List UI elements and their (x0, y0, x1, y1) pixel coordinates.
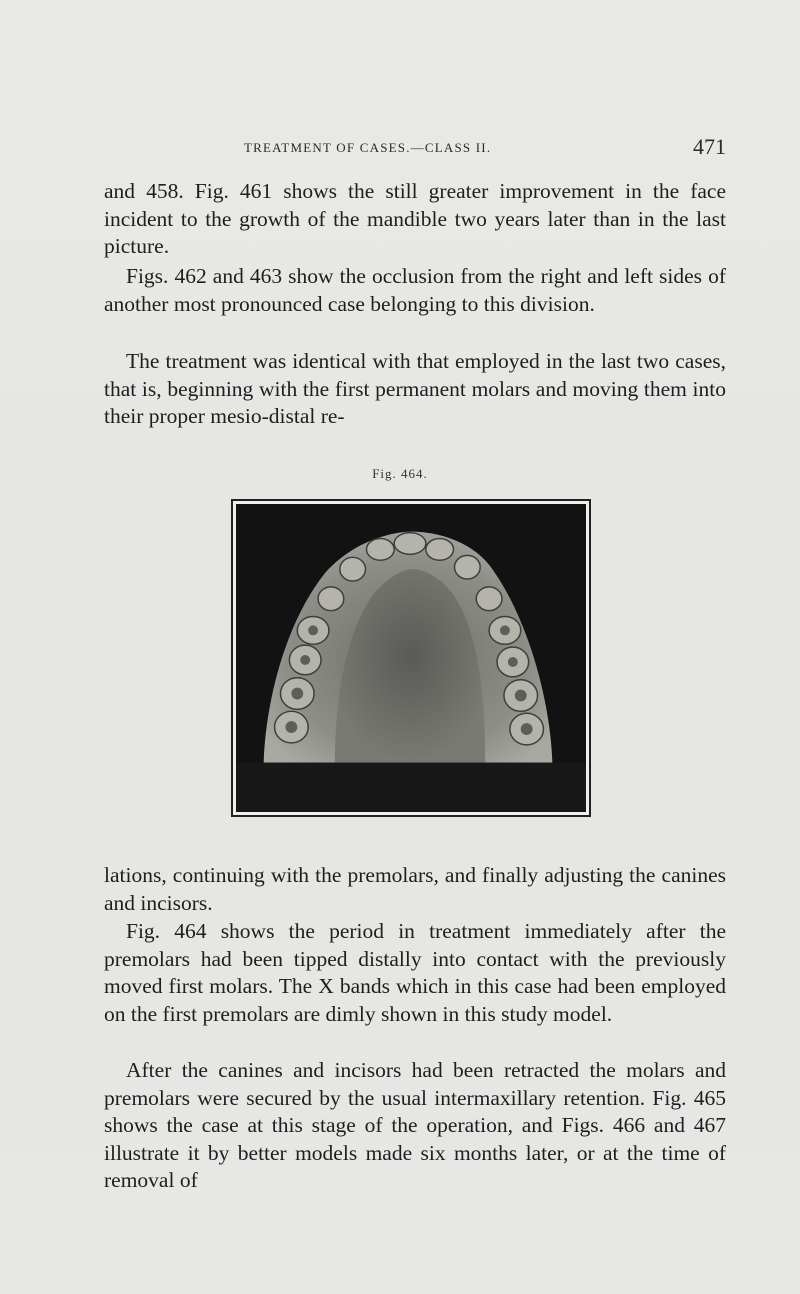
paragraph-6: After the canines and incisors had been retracted the molars and premolars were secured by the usual intermaxillary retention. Fig. 465 shows the case at this stage of the operation, and Figs. 466 and 467 illustrate it by better models made six months later, or at the time of removal of (104, 1058, 726, 1192)
figure-464 (231, 499, 591, 817)
page-number: 471 (693, 134, 726, 159)
paragraph-3: The treatment was identical with that employed in the last two cases, that is, beginning with the first permanent molars and moving them into their proper mesio-distal re- (104, 349, 726, 428)
figure-caption: Fig. 464. (372, 466, 428, 481)
dental-arch-model-icon (236, 504, 586, 812)
paragraph-2: Figs. 462 and 463 show the occlusion from the right and left sides of another most pronounced case belonging to this division. (104, 264, 726, 316)
running-head (104, 134, 726, 158)
paragraph-4: lations, continuing with the premolars, and finally adjusting the canines and incisors. (104, 863, 726, 915)
paragraph-1: and 458. Fig. 461 shows the still greater improvement in the face incident to the growth of the mandible two years later than in the last picture. (104, 179, 726, 258)
running-title: TREATMENT OF CASES.—CLASS II. (244, 140, 492, 155)
paragraph-5: Fig. 464 shows the period in treatment immediately after the premolars had been tipped distally into contact with the previously moved first molars. The X bands which in this case had been employed on the first premolars are dimly shown in this study model. (104, 919, 726, 1026)
